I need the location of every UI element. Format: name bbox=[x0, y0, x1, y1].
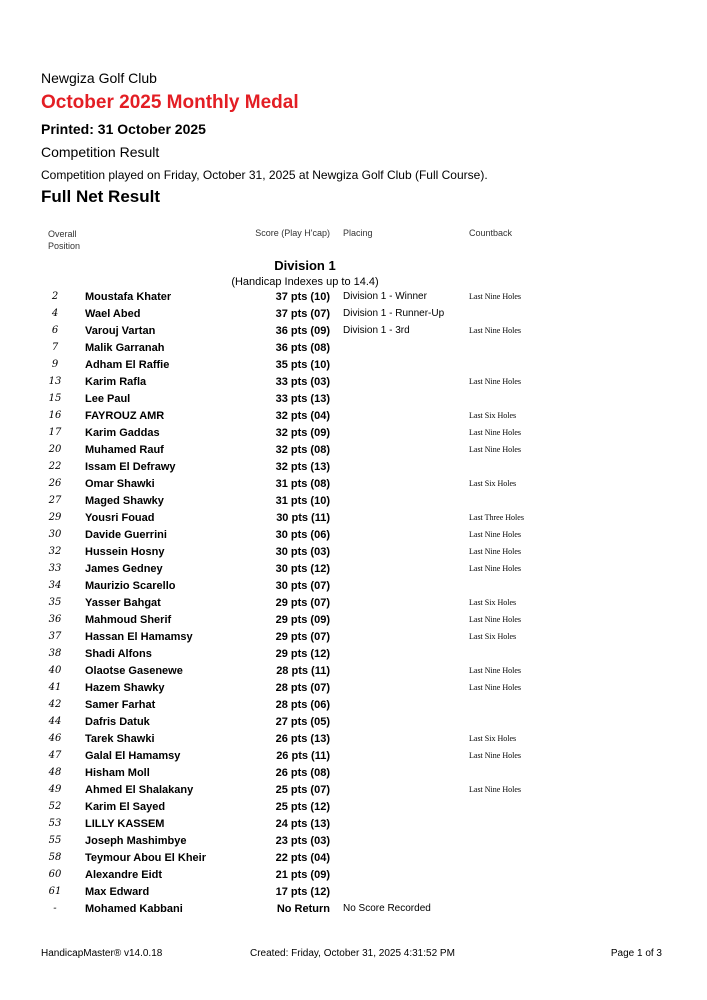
player-name-cell: FAYROUZ AMR bbox=[85, 410, 165, 422]
position-cell: 35 bbox=[48, 597, 62, 608]
table-row bbox=[0, 306, 707, 323]
table-row bbox=[0, 646, 707, 663]
table-row bbox=[0, 731, 707, 748]
position-cell: 26 bbox=[48, 478, 62, 489]
table-row bbox=[0, 799, 707, 816]
position-cell: 9 bbox=[51, 359, 59, 370]
score-cell: 28 pts (06) bbox=[275, 699, 330, 711]
club-name: Newgiza Golf Club bbox=[41, 70, 157, 86]
table-row bbox=[0, 714, 707, 731]
countback-cell: Last Nine Holes bbox=[469, 428, 521, 437]
position-cell: 7 bbox=[51, 342, 59, 353]
player-name-cell: Omar Shawki bbox=[85, 478, 155, 490]
table-row bbox=[0, 374, 707, 391]
table-row bbox=[0, 459, 707, 476]
player-name-cell: Hisham Moll bbox=[85, 767, 150, 779]
column-header-placing: Placing bbox=[343, 228, 373, 238]
countback-cell: Last Nine Holes bbox=[469, 564, 521, 573]
player-name-cell: Olaotse Gasenewe bbox=[85, 665, 183, 677]
score-cell: 30 pts (11) bbox=[276, 512, 330, 524]
table-row bbox=[0, 867, 707, 884]
countback-cell: Last Nine Holes bbox=[469, 666, 521, 675]
player-name-cell: Varouj Vartan bbox=[85, 325, 156, 337]
player-name-cell: Dafris Datuk bbox=[85, 716, 150, 728]
position-cell: - bbox=[53, 903, 57, 914]
column-header-position: Overall Position bbox=[48, 229, 81, 251]
player-name-cell: LILLY KASSEM bbox=[85, 818, 165, 830]
player-name-cell: Galal El Hamamsy bbox=[85, 750, 181, 762]
score-cell: 26 pts (13) bbox=[275, 733, 330, 745]
score-cell: 35 pts (10) bbox=[275, 359, 330, 371]
countback-cell: Last Six Holes bbox=[469, 632, 517, 641]
score-cell: 25 pts (07) bbox=[275, 784, 330, 796]
table-row bbox=[0, 544, 707, 561]
player-name-cell: Karim Gaddas bbox=[85, 427, 160, 439]
table-row bbox=[0, 816, 707, 833]
table-row bbox=[0, 323, 707, 340]
countback-cell: Last Nine Holes bbox=[469, 292, 521, 301]
score-cell: 27 pts (05) bbox=[275, 716, 330, 728]
table-row bbox=[0, 527, 707, 544]
table-row bbox=[0, 425, 707, 442]
score-cell: 32 pts (08) bbox=[275, 444, 330, 456]
score-cell: 29 pts (09) bbox=[275, 614, 330, 626]
table-row bbox=[0, 357, 707, 374]
score-cell: 29 pts (07) bbox=[275, 631, 330, 643]
column-header-countback: Countback bbox=[469, 228, 513, 238]
table-row bbox=[0, 680, 707, 697]
table-row bbox=[0, 595, 707, 612]
player-name-cell: Mohamed Kabbani bbox=[85, 903, 183, 915]
player-name-cell: Mahmoud Sherif bbox=[85, 614, 172, 626]
score-cell: 32 pts (13) bbox=[275, 461, 330, 473]
player-name-cell: Karim Rafla bbox=[85, 376, 147, 388]
results-table bbox=[0, 289, 707, 918]
position-cell: 40 bbox=[48, 665, 62, 676]
score-cell: 30 pts (03) bbox=[275, 546, 330, 558]
countback-cell: Last Nine Holes bbox=[469, 326, 521, 335]
position-cell: 30 bbox=[48, 529, 62, 540]
position-cell: 44 bbox=[48, 716, 62, 727]
table-row bbox=[0, 782, 707, 799]
competition-title: October 2025 Monthly Medal bbox=[41, 92, 299, 113]
countback-cell: Last Nine Holes bbox=[469, 615, 521, 624]
table-row bbox=[0, 289, 707, 306]
score-cell: 23 pts (03) bbox=[275, 835, 330, 847]
placing-cell: Division 1 - 3rd bbox=[343, 325, 410, 336]
position-cell: 16 bbox=[48, 410, 62, 421]
player-name-cell: Muhamed Rauf bbox=[85, 444, 164, 456]
position-cell: 32 bbox=[48, 546, 62, 557]
score-cell: 28 pts (07) bbox=[275, 682, 330, 694]
player-name-cell: Adham El Raffie bbox=[85, 359, 170, 371]
table-row bbox=[0, 510, 707, 527]
player-name-cell: James Gedney bbox=[85, 563, 163, 575]
position-cell: 4 bbox=[51, 308, 59, 319]
player-name-cell: Karim El Sayed bbox=[85, 801, 166, 813]
position-cell: 15 bbox=[48, 393, 62, 404]
score-cell: 31 pts (08) bbox=[275, 478, 330, 490]
position-cell: 52 bbox=[48, 801, 62, 812]
position-cell: 53 bbox=[48, 818, 62, 829]
position-cell: 48 bbox=[48, 767, 62, 778]
player-name-cell: Hassan El Hamamsy bbox=[85, 631, 193, 643]
table-row bbox=[0, 442, 707, 459]
printed-date: Printed: 31 October 2025 bbox=[41, 121, 206, 137]
section-title: Full Net Result bbox=[41, 187, 161, 206]
footer-page: Page 1 of 3 bbox=[610, 948, 662, 959]
score-cell: No Return bbox=[276, 903, 330, 915]
position-cell: 6 bbox=[51, 325, 59, 336]
table-row bbox=[0, 833, 707, 850]
footer-created: Created: Friday, October 31, 2025 4:31:52 PM bbox=[250, 948, 455, 959]
score-cell: 32 pts (09) bbox=[275, 427, 330, 439]
score-cell: 28 pts (11) bbox=[276, 665, 330, 677]
score-cell: 36 pts (09) bbox=[275, 325, 330, 337]
player-name-cell: Hazem Shawky bbox=[85, 682, 165, 694]
score-cell: 36 pts (08) bbox=[275, 342, 330, 354]
position-cell: 29 bbox=[48, 512, 62, 523]
position-cell: 34 bbox=[48, 580, 62, 591]
countback-cell: Last Six Holes bbox=[469, 734, 517, 743]
placing-cell: Division 1 - Runner-Up bbox=[343, 308, 445, 319]
countback-cell: Last Six Holes bbox=[469, 479, 517, 488]
played-description: Competition played on Friday, October 31, 2025 at Newgiza Golf Club (Full Course). bbox=[41, 168, 488, 182]
score-cell: 17 pts (12) bbox=[275, 886, 330, 898]
table-row bbox=[0, 340, 707, 357]
countback-cell: Last Nine Holes bbox=[469, 445, 521, 454]
player-name-cell: Hussein Hosny bbox=[85, 546, 165, 558]
player-name-cell: Moustafa Khater bbox=[85, 291, 172, 303]
player-name-cell: Maged Shawky bbox=[85, 495, 164, 507]
countback-cell: Last Nine Holes bbox=[469, 547, 521, 556]
position-cell: 38 bbox=[48, 648, 62, 659]
position-cell: 33 bbox=[48, 563, 62, 574]
score-cell: 33 pts (03) bbox=[275, 376, 330, 388]
document-subtitle: Competition Result bbox=[41, 144, 160, 160]
score-cell: 25 pts (12) bbox=[275, 801, 330, 813]
position-cell: 58 bbox=[48, 852, 62, 863]
score-cell: 37 pts (07) bbox=[275, 308, 330, 320]
countback-cell: Last Nine Holes bbox=[469, 530, 521, 539]
table-row bbox=[0, 748, 707, 765]
table-row bbox=[0, 578, 707, 595]
countback-cell: Last Nine Holes bbox=[469, 683, 521, 692]
countback-cell: Last Nine Holes bbox=[469, 785, 521, 794]
position-cell: 13 bbox=[48, 376, 62, 387]
countback-cell: Last Six Holes bbox=[469, 598, 517, 607]
table-row bbox=[0, 765, 707, 782]
player-name-cell: Yasser Bahgat bbox=[85, 597, 161, 609]
position-cell: 61 bbox=[48, 886, 62, 897]
player-name-cell: Davide Guerrini bbox=[85, 529, 167, 541]
column-header-score: Score (Play H'cap) bbox=[255, 228, 330, 238]
table-row bbox=[0, 493, 707, 510]
score-cell: 30 pts (07) bbox=[275, 580, 330, 592]
player-name-cell: Teymour Abou El Kheir bbox=[85, 852, 207, 864]
position-cell: 55 bbox=[48, 835, 62, 846]
table-row bbox=[0, 612, 707, 629]
player-name-cell: Lee Paul bbox=[85, 393, 131, 405]
score-cell: 22 pts (04) bbox=[275, 852, 330, 864]
position-cell: 20 bbox=[48, 444, 62, 455]
position-cell: 17 bbox=[48, 427, 62, 438]
table-row bbox=[0, 629, 707, 646]
score-cell: 30 pts (06) bbox=[275, 529, 330, 541]
position-cell: 47 bbox=[48, 750, 62, 761]
position-cell: 60 bbox=[48, 869, 62, 880]
countback-cell: Last Nine Holes bbox=[469, 751, 521, 760]
player-name-cell: Malik Garranah bbox=[85, 342, 165, 354]
placing-cell: Division 1 - Winner bbox=[343, 291, 427, 302]
position-cell: 36 bbox=[48, 614, 62, 625]
player-name-cell: Yousri Fouad bbox=[85, 512, 155, 524]
table-row bbox=[0, 850, 707, 867]
player-name-cell: Samer Farhat bbox=[85, 699, 156, 711]
table-row bbox=[0, 408, 707, 425]
score-cell: 21 pts (09) bbox=[275, 869, 330, 881]
table-row bbox=[0, 884, 707, 901]
position-cell: 41 bbox=[48, 682, 62, 693]
score-cell: 29 pts (07) bbox=[275, 597, 330, 609]
position-cell: 42 bbox=[48, 699, 62, 710]
position-cell: 46 bbox=[48, 733, 62, 744]
division-subtitle: (Handicap Indexes up to 14.4) bbox=[231, 276, 379, 288]
table-row bbox=[0, 697, 707, 714]
position-cell: 27 bbox=[48, 495, 62, 506]
table-row bbox=[0, 391, 707, 408]
score-cell: 37 pts (10) bbox=[275, 291, 330, 303]
table-row bbox=[0, 901, 707, 918]
score-cell: 31 pts (10) bbox=[275, 495, 330, 507]
player-name-cell: Max Edward bbox=[85, 886, 150, 898]
position-cell: 22 bbox=[48, 461, 62, 472]
player-name-cell: Maurizio Scarello bbox=[85, 580, 176, 592]
score-cell: 33 pts (13) bbox=[275, 393, 330, 405]
score-cell: 26 pts (08) bbox=[275, 767, 330, 779]
score-cell: 26 pts (11) bbox=[276, 750, 330, 762]
player-name-cell: Shadi Alfons bbox=[85, 648, 152, 660]
table-row bbox=[0, 476, 707, 493]
countback-cell: Last Six Holes bbox=[469, 411, 517, 420]
player-name-cell: Ahmed El Shalakany bbox=[85, 784, 194, 796]
player-name-cell: Tarek Shawki bbox=[85, 733, 155, 745]
score-cell: 32 pts (04) bbox=[275, 410, 330, 422]
footer-software: HandicapMaster® v14.0.18 bbox=[41, 948, 163, 959]
countback-cell: Last Three Holes bbox=[469, 513, 524, 522]
score-cell: 24 pts (13) bbox=[275, 818, 330, 830]
position-cell: 49 bbox=[48, 784, 62, 795]
score-cell: 29 pts (12) bbox=[275, 648, 330, 660]
countback-cell: Last Nine Holes bbox=[469, 377, 521, 386]
player-name-cell: Issam El Defrawy bbox=[85, 461, 176, 473]
division-title: Division 1 bbox=[274, 258, 336, 273]
position-cell: 2 bbox=[51, 291, 59, 302]
table-row bbox=[0, 561, 707, 578]
position-cell: 37 bbox=[48, 631, 62, 642]
player-name-cell: Wael Abed bbox=[85, 308, 141, 320]
score-cell: 30 pts (12) bbox=[275, 563, 330, 575]
player-name-cell: Joseph Mashimbye bbox=[85, 835, 187, 847]
placing-cell: No Score Recorded bbox=[343, 903, 431, 914]
player-name-cell: Alexandre Eidt bbox=[85, 869, 163, 881]
table-row bbox=[0, 663, 707, 680]
